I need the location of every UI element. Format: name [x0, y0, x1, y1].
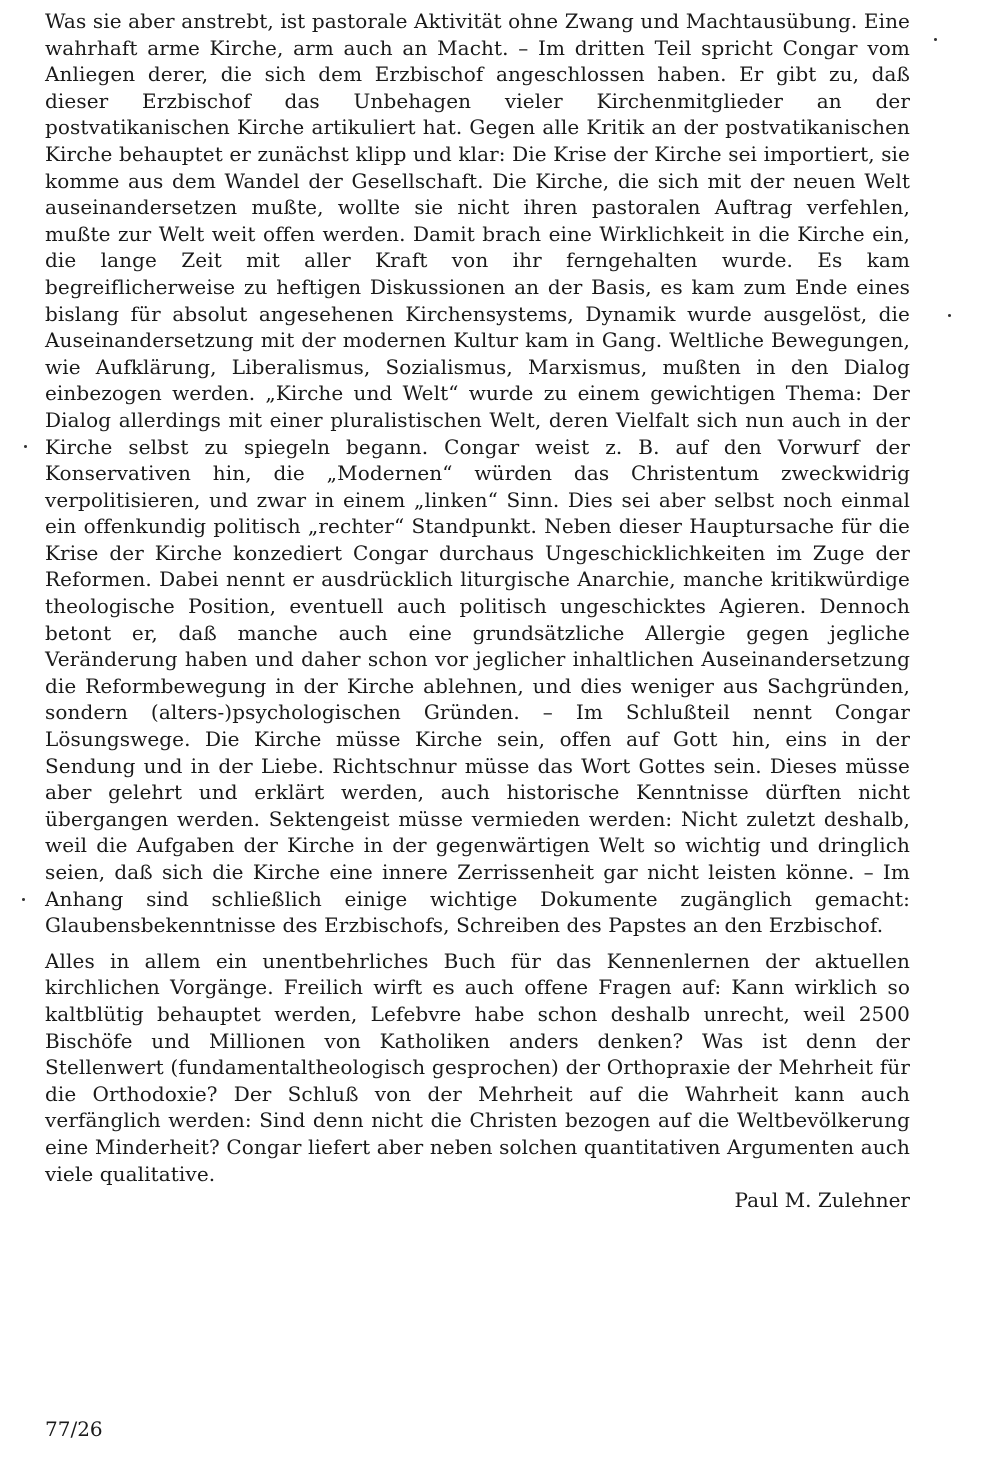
- scan-speck: [24, 445, 27, 448]
- article-paragraph-2: Alles in allem ein unentbehrliches Buch für das Kennenlernen der aktuellen kirchlichen Vorgänge. Freilich wirft es auch offene Fragen auf: Kann wirklich so kaltblütig behauptet werden, Lefebvre habe schon deshalb unrecht, weil 2500 Bischöfe und Millionen von Katholiken anders denken? Was ist denn der Stellenwert (fundamentaltheologisch gesprochen) der Orthopraxie der Mehrheit für die Orthodoxie? Der Schluß von der Mehrheit auf die Wahrheit kann auch verfänglich werden: Sind denn nicht die Christen bezogen auf die Weltbevölkerung eine Minderheit? Congar liefert aber neben solchen quantitativen Argumenten auch viele qualitative.: [45, 948, 910, 1186]
- page-number: 77/26: [45, 1417, 103, 1441]
- scan-speck: [934, 38, 937, 41]
- article-body: [45, 8, 910, 1214]
- article-paragraph-1: Was sie aber anstrebt, ist pastorale Aktivität ohne Zwang und Machtausübung. Eine wahrhaft arme Kirche, arm auch an Macht. – Im dritten Teil spricht Congar vom Anliegen derer, die sich dem Erzbischof angeschlossen haben. Er gibt zu, daß dieser Erzbischof das Unbehagen vieler Kirchenmitglieder an der postvatikanischen Kirche artikuliert hat. Gegen alle Kritik an der postvatikanischen Kirche behauptet er zunächst klipp und klar: Die Krise der Kirche sei importiert, sie komme aus dem Wandel der Gesellschaft. Die Kirche, die sich mit der neuen Welt auseinandersetzen mußte, wollte sie nicht ihren pastoralen Auftrag verfehlen, mußte zur Welt weit offen werden. Damit brach eine Wirklichkeit in die Kirche ein, die lange Zeit mit aller Kraft von ihr ferngehalten wurde. Es kam begreiflicherweise zu heftigen Diskussionen an der Basis, es kam zum Ende eines bislang für absolut angesehenen Kirchensystems, Dynamik wurde ausgelöst, die Auseinandersetzung mit der modernen Kultur kam in Gang. Weltliche Bewegungen, wie Aufklärung, Liberalismus, Sozialismus, Marxismus, mußten in den Dialog einbezogen werden. „Kirche und Welt“ wurde zu einem gewichtigen Thema: Der Dialog allerdings mit einer pluralistischen Welt, deren Vielfalt sich nun auch in der Kirche selbst zu spiegeln begann. Congar weist z. B. auf den Vorwurf der Konservativen hin, die „Modernen“ würden das Christentum zweckwidrig verpolitisieren, und zwar in einem „linken“ Sinn. Dies sei aber selbst noch einmal ein offenkundig politisch „rechter“ Standpunkt. Neben dieser Hauptursache für die Krise der Kirche konzediert Congar durchaus Ungeschicklichkeiten im Zuge der Reformen. Dabei nennt er ausdrücklich liturgische Anarchie, manche kritikwürdige theologische Position, eventuell auch politisch ungeschicktes Agieren. Dennoch betont er, daß manche auch eine grundsätzliche Allergie gegen jegliche Veränderung haben und daher schon vor jeglicher inhaltlichen Auseinandersetzung die Reformbewegung in der Kirche ablehnen, und dies weniger aus Sachgründen, sondern (alters-)psychologischen Gründen. – Im Schlußteil nennt Congar Lösungswege. Die Kirche müsse Kirche sein, offen auf Gott hin, eins in der Sendung und in der Liebe. Richtschnur müsse das Wort Gottes sein. Dieses müsse aber gelehrt und erklärt werden, auch historische Kenntnisse dürften nicht übergangen werden. Sektengeist müsse vermieden werden: Nicht zuletzt deshalb, weil die Aufgaben der Kirche in der gegenwärtigen Welt so wichtig und dringlich seien, daß sich die Kirche eine innere Zerrissenheit gar nicht leisten könne. – Im Anhang sind schließlich einige wichtige Dokumente zugänglich gemacht: Glaubensbekenntnisse des Erzbischofs, Schreiben des Papstes an den Erzbischof.: [45, 9, 910, 938]
- scan-speck: [948, 314, 951, 317]
- author-signature: Paul M. Zulehner: [734, 1188, 910, 1213]
- scan-speck: [22, 898, 25, 901]
